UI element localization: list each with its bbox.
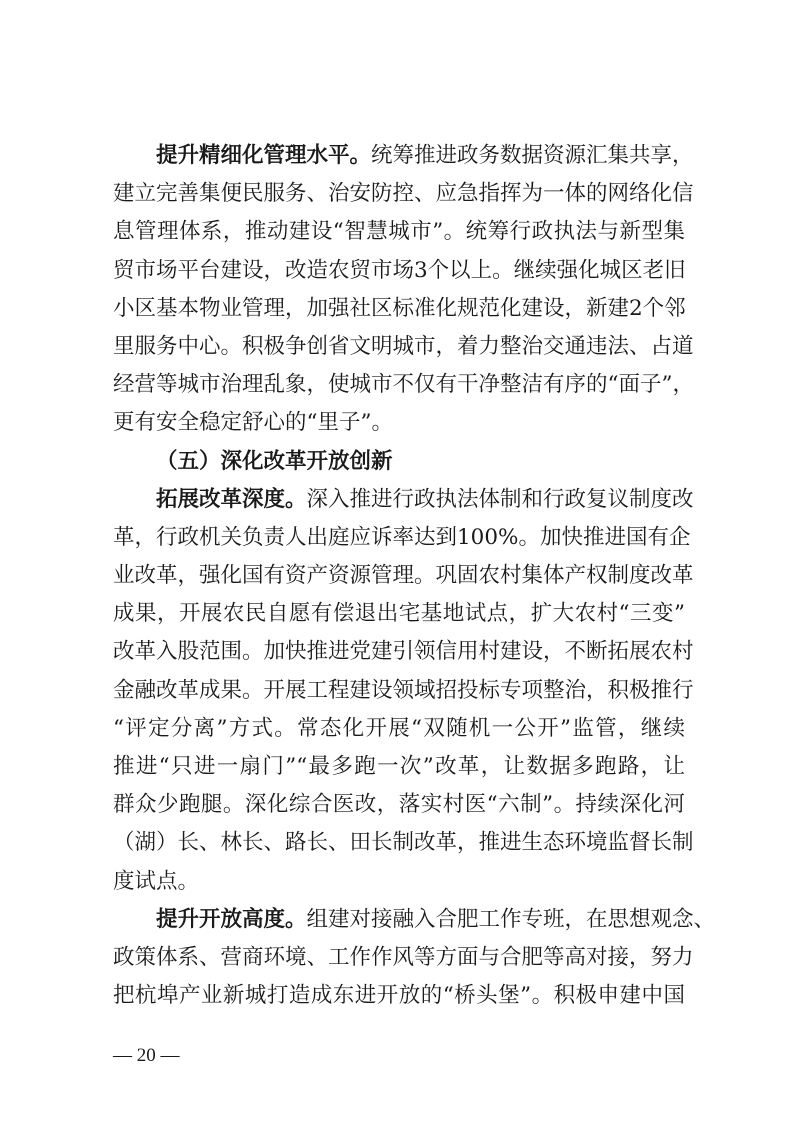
text-line: 群众少跑腿。深化综合医改，落实村医“六制”。持续深化河: [113, 792, 685, 818]
text-line: 里服务中心。积极争创省文明城市，着力整治交通违法、占道: [113, 333, 694, 359]
paragraph-opening-height: [113, 901, 716, 1016]
text-line: 改革入股范围。加快推进党建引领信用村建设，不断拓展农村: [113, 639, 694, 665]
text-line: 度试点。: [113, 868, 200, 894]
text-line: 把杭埠产业新城打造成东进开放的“桥头堡”。积极申建中国: [113, 983, 685, 1009]
paragraph-reform-depth: [113, 481, 694, 901]
text-line: 建立完善集便民服务、治安防控、应急指挥为一体的网络化信: [113, 181, 694, 207]
text-line: 拓展改革深度。深入推进行政执法体制和行政复议制度改: [156, 486, 694, 512]
text-line: 贸市场平台建设，改造农贸市场3个以上。继续强化城区老旧: [113, 257, 686, 283]
text-line: 更有安全稳定舒心的“里子”。: [113, 410, 393, 436]
section-heading: （五）深化改革开放创新: [156, 448, 393, 474]
text-line: 提升开放高度。组建对接融入合肥工作专班，在思想观念、: [156, 906, 716, 932]
paragraph-lead: 提升开放高度。: [156, 906, 307, 932]
text-line: “评定分离”方式。常态化开展“双随机一公开”监管，继续: [113, 715, 685, 741]
text-line: 推进“只进一扇门”“最多跑一次”改革，让数据多跑路，让: [113, 754, 685, 779]
text-line: 革，行政机关负责人出庭应诉率达到100%。加快推进国有企: [113, 524, 691, 550]
page-number: — 20 —: [113, 1045, 180, 1066]
text-line: 成果，开展农民自愿有偿退出宅基地试点，扩大农村“三变”: [113, 601, 685, 627]
text-line: 业改革，强化国有资产资源管理。巩固农村集体产权制度改革: [113, 563, 694, 589]
document-body: [113, 137, 716, 1015]
text-line: 息管理体系，推动建设“智慧城市”。统筹行政执法与新型集: [113, 219, 685, 245]
text-line: 政策体系、营商环境、工作作风等方面与合肥等高对接，努力: [113, 944, 694, 970]
text-line: 提升精细化管理水平。统筹推进政务数据资源汇集共享，: [156, 143, 694, 168]
paragraph-refined-management: [113, 137, 694, 443]
paragraph-lead: 拓展改革深度。: [156, 486, 307, 512]
text-line: （湖）长、林长、路长、田长制改革，推进生态环境监督长制: [113, 830, 694, 856]
text-line: 小区基本物业管理，加强社区标准化规范化建设，新建2个邻: [113, 295, 686, 321]
text-line: 金融改革成果。开展工程建设领域招投标专项整治，积极推行: [113, 677, 694, 703]
text-line: 经营等城市治理乱象，使城市不仅有干净整洁有序的“面子”，: [113, 372, 694, 398]
paragraph-lead: 提升精细化管理水平。: [156, 143, 372, 168]
